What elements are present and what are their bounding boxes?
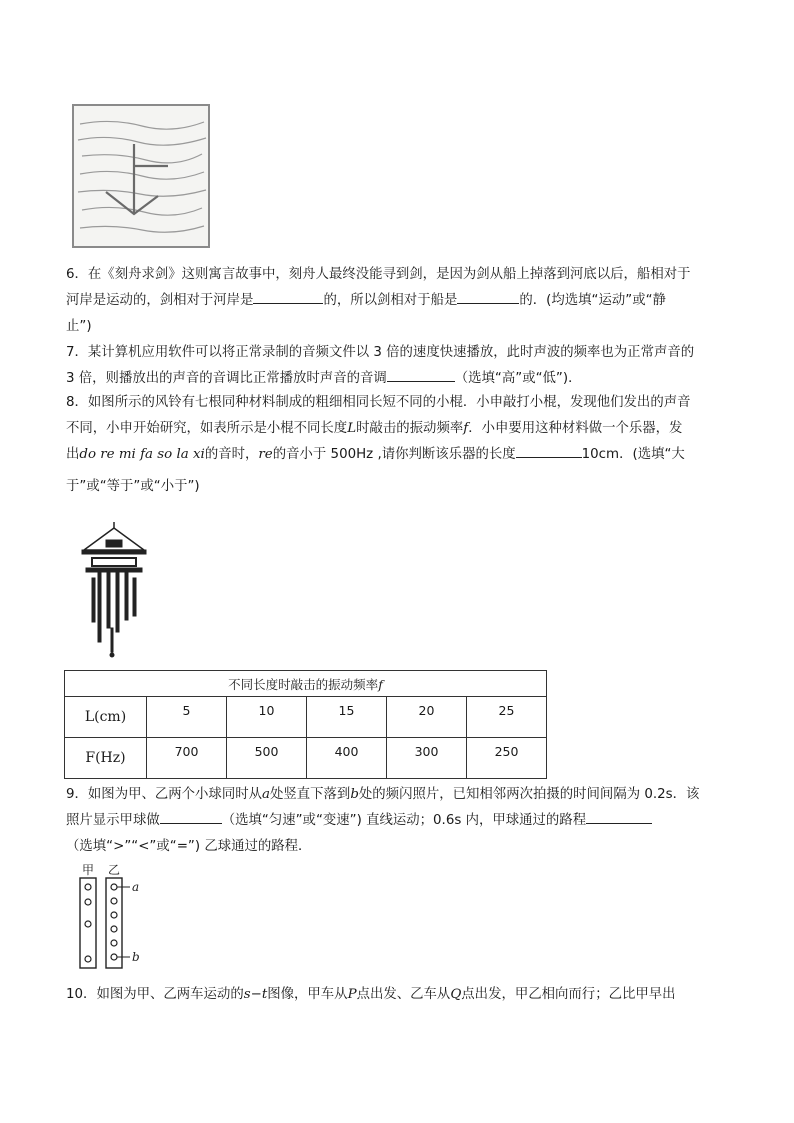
question-9	[66, 782, 734, 860]
label-yi: 乙	[108, 863, 121, 877]
question-text: 如图为甲、乙两车运动的	[96, 987, 244, 1002]
question-text: 的，所以剑相对于船是	[323, 293, 458, 308]
table-cell: 20	[387, 697, 467, 738]
row-header-length: L(cm)	[65, 697, 147, 738]
answer-blank[interactable]	[387, 367, 455, 382]
question-text: 处竖直下落到	[269, 787, 351, 802]
question-text: 出	[66, 447, 80, 462]
question-text: 如图为甲、乙两个小球同时从	[87, 787, 262, 802]
question-text: 的音时，	[204, 447, 259, 462]
solfege-note-re: re	[258, 447, 273, 462]
question-number: 6．	[66, 267, 88, 282]
question-10	[66, 982, 734, 1008]
label-jia: 甲	[82, 863, 95, 877]
question-number: 8．	[66, 395, 88, 410]
question-text: 止”)	[66, 319, 92, 334]
variable-L: L	[347, 421, 357, 436]
table-row	[65, 738, 547, 779]
question-text: 处的频闪照片，已知相邻两次拍摄的时间间隔为 0.2s．该	[358, 787, 700, 802]
table-cell: 300	[387, 738, 467, 779]
label-a: a	[132, 880, 140, 894]
question-text: 图像，甲车从	[267, 987, 348, 1002]
question-text: 于”或“等于”或“小于”)	[66, 479, 200, 494]
question-text: （选填“>”“<”或“=”) 乙球通过的路程．	[66, 839, 312, 854]
question-text: 河岸是运动的，剑相对于河岸是	[66, 293, 254, 308]
question-text: 3 倍，则播放出的声音的音调比正常播放时声音的音调	[66, 371, 387, 386]
question-8	[66, 390, 734, 500]
answer-blank[interactable]	[516, 443, 582, 458]
table-row	[65, 697, 547, 738]
boat-sketch-figure	[72, 104, 212, 250]
question-text: 照片显示甲球做	[66, 813, 160, 828]
table-cell: 400	[307, 738, 387, 779]
wind-chime-figure	[78, 520, 148, 660]
answer-blank[interactable]	[160, 809, 222, 824]
variable-f: f	[463, 421, 469, 436]
table-cell: 700	[147, 738, 227, 779]
variable-P: P	[347, 987, 357, 1002]
variable-a: a	[262, 787, 270, 802]
table-cell: 500	[227, 738, 307, 779]
answer-blank[interactable]	[253, 289, 323, 304]
question-text: 点出发、乙车从	[356, 987, 451, 1002]
frequency-table	[64, 670, 547, 779]
variable-b: b	[350, 787, 359, 802]
table-cell: 25	[467, 697, 547, 738]
answer-blank[interactable]	[457, 289, 519, 304]
question-number: 7．	[66, 345, 88, 360]
row-header-frequency: F(Hz)	[65, 738, 147, 779]
table-cell: 250	[467, 738, 547, 779]
question-text: 的音小于 500Hz ,请你判断该乐器的长度	[272, 447, 516, 462]
question-text: 某计算机应用软件可以将正常录制的音频文件以 3 倍的速度快速播放，此时声波的频率也为正常声音的	[87, 345, 695, 360]
question-text: （选填“匀速”或“变速”) 直线运动；0.6s 内，甲球通过的路程	[221, 813, 587, 828]
answer-blank[interactable]	[586, 809, 652, 824]
question-text: 在《刻舟求剑》这则寓言故事中，刻舟人最终没能寻到剑，是因为剑从船上掉落到河底以后，船相对于	[87, 267, 691, 282]
question-number: 10．	[66, 987, 97, 1002]
variable-Q: Q	[450, 987, 462, 1002]
table-cell: 15	[307, 697, 387, 738]
question-text: ．小申要用这种材料做一个乐器，发	[468, 421, 683, 436]
variable-st: s−t	[243, 987, 268, 1002]
question-text: （选填“高”或“低”)．	[454, 371, 582, 386]
question-6	[66, 262, 734, 340]
solfege-notes: do re mi fa so la xi	[79, 447, 205, 462]
table-cell: 5	[147, 697, 227, 738]
strobe-photo-figure	[74, 862, 160, 970]
table-title: 不同长度时敲击的振动频率f	[65, 671, 547, 697]
label-b: b	[132, 950, 140, 964]
table-cell: 10	[227, 697, 307, 738]
question-text: 时敲击的振动频率	[356, 421, 464, 436]
question-text: 不同，小申开始研究，如表所示是小棍不同长度	[66, 421, 348, 436]
question-7	[66, 340, 734, 392]
question-text: 的．(均选填“运动”或“静	[519, 293, 666, 308]
question-text: 点出发，甲乙相向而行；乙比甲早出	[461, 987, 676, 1002]
question-number: 9．	[66, 787, 88, 802]
question-text: 10cm．(选填“大	[581, 447, 685, 462]
question-text: 如图所示的风铃有七根同种材料制成的粗细相同长短不同的小棍．小申敲打小棍，发现他们发出的声音	[87, 395, 691, 410]
